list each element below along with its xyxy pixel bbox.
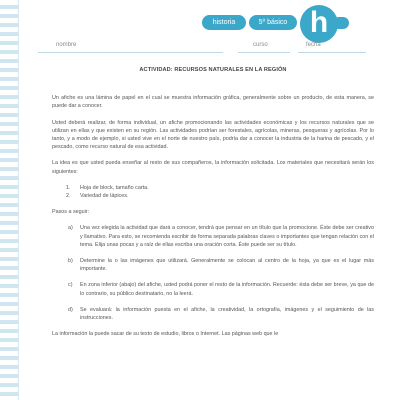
step-letter: b) (68, 258, 73, 265)
list-item (68, 306, 374, 322)
list-item (68, 257, 374, 273)
steps-list (68, 224, 374, 322)
step-text: Una vez elegida la actividad que dará a conocer, tendrá que pensar en un título que la promocione. Éste debe ser creativo y llamativo. Para esto, se recomienda escribir de forma separada palabras claves o importantes que tengan relación con el tema. Elija unas pocas y a raíz de ellas escriba una oración corta. Éste puede ser su título. (80, 225, 374, 248)
name-label: nombre (56, 42, 77, 48)
notebook-spiral (0, 0, 18, 400)
step-letter: c) (68, 282, 73, 289)
list-text: Variedad de lápices. (80, 193, 129, 200)
document-body (52, 66, 374, 346)
student-info-fields (38, 42, 366, 55)
step-letter: a) (68, 225, 73, 232)
list-number: 2. (66, 193, 71, 200)
subject-badge: historia (202, 15, 246, 30)
margin-line (18, 0, 19, 400)
list-text: Hoja de block, tamaño carta. (80, 184, 149, 191)
date-line (298, 52, 366, 53)
document-title: ACTIVIDAD: RECURSOS NATURALES EN LA REGIÓN (139, 67, 287, 73)
list-item (66, 192, 374, 200)
list-number: 1. (66, 184, 71, 191)
footer-paragraph: La información la puede sacar de su texto de estudio, libros o Internet. Las páginas web que le (52, 331, 279, 338)
steps-title: Pasos a seguir: (52, 209, 90, 216)
course-line (238, 52, 290, 53)
instructions-paragraph: Usted deberá realizar, de forma individual, un afiche promocionando las actividades económicas y los recursos naturales que se utilizan en ellas y que existen en su región. Las actividades podrían ser forestales, agrícolas, mineras, pesqueras y agrícolas. Por lo tanto, y a modo de ejemplo, si usted vive en el norte de nuestro país, podría dar a conocer la industria de la harina de pescado, y el pescado, como recurso natural de esa actividad. (52, 119, 374, 151)
grade-badge: 5º básico (249, 15, 297, 30)
date-label: fecha (306, 42, 321, 48)
list-item (66, 184, 374, 192)
step-text: Se evaluará: la información puesta en el afiche, la creatividad, la ortografía, imágenes y el seguimiento de las instrucciones. (80, 306, 374, 322)
course-label: curso (253, 42, 268, 48)
step-letter: d) (68, 306, 73, 313)
list-item (68, 281, 374, 297)
step-text: Determine la o las imágenes que utilizará. Generalmente se colocan al centro de la hoja, ya que es el lugar más importante. (80, 258, 374, 273)
brand-logo: h (300, 5, 338, 43)
step-text: En zona inferior (abajo) del afiche, usted podrá poner el resto de la información. Recuerde: ésta debe ser breve, ya que de lo contrario, su público destinatario, no la leerá. (80, 282, 374, 297)
materials-list (66, 184, 374, 200)
intro-paragraph: Un afiche es una lámina de papel en el cual se muestra información gráfica, generalmente sobre un producto, de esta manera, se puede dar a conocer. (52, 95, 374, 110)
list-item (68, 224, 374, 249)
name-line (38, 52, 223, 53)
materials-intro: La idea es que usted pueda enseñar al resto de sus compañeros, la información solicitada. Los materiales que necesitará serán los siguientes: (52, 160, 374, 175)
